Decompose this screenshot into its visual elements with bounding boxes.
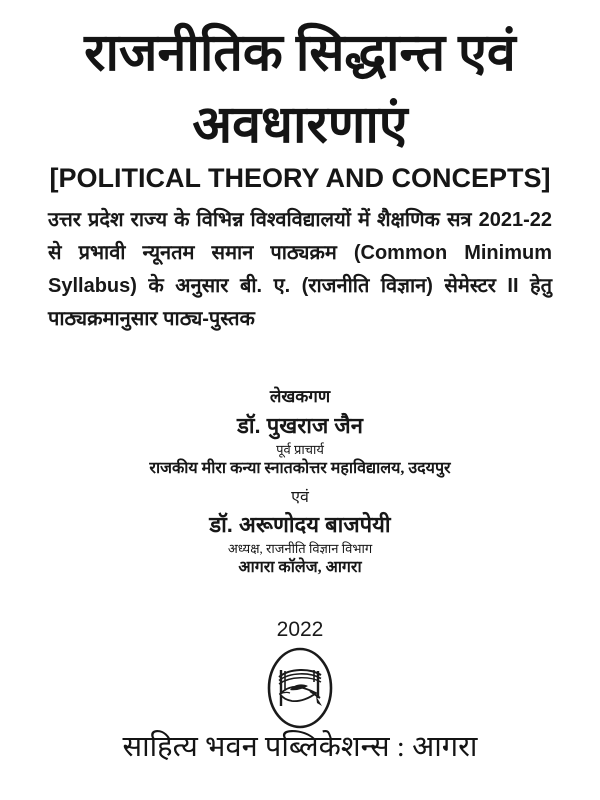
authors-heading: लेखकगण bbox=[269, 387, 331, 406]
authors-separator: एवं bbox=[291, 489, 309, 506]
publication-year: 2022 bbox=[276, 618, 324, 641]
publisher-logo bbox=[0, 646, 600, 735]
authors-section bbox=[0, 384, 600, 578]
book-title-line1: राजनीतिक सिद्धान्त एवं bbox=[84, 25, 516, 82]
author-role: पूर्व प्राचार्य bbox=[276, 442, 324, 457]
author-entry bbox=[0, 512, 600, 578]
author-affiliation: राजकीय मीरा कन्या स्नातकोत्तर महाविद्यालय, उदयपुर bbox=[149, 460, 451, 477]
english-subtitle: [POLITICAL THEORY AND CONCEPTS] bbox=[49, 163, 551, 193]
author-name: डॉ. पुखराज जैन bbox=[237, 413, 363, 438]
author-name: डॉ. अरूणोदय बाजपेयी bbox=[209, 512, 391, 537]
publisher-name: साहित्य भवन पब्लिकेशन्स : आगरा bbox=[122, 731, 478, 763]
author-entry bbox=[0, 413, 600, 479]
book-title bbox=[0, 18, 600, 162]
author-affiliation: आगरा कॉलेज, आगरा bbox=[238, 559, 362, 576]
book-title-line2: अवधारणाएं bbox=[192, 97, 408, 154]
author-role: अध्यक्ष, राजनीति विज्ञान विभाग bbox=[227, 541, 373, 556]
syllabus-description: उत्तर प्रदेश राज्य के विभिन्न विश्वविद्यालयों में शैक्षणिक सत्र 2021-22 से प्रभावी न्यूनतम समान पाठ्यक्रम (Common Minimum Syllabus) के अनुसार बी. ए. (राजनीति विज्ञान) सेमेस्टर II हेतु पाठ्यक्रमानुसार पाठ्य-पुस्तक bbox=[48, 209, 552, 330]
